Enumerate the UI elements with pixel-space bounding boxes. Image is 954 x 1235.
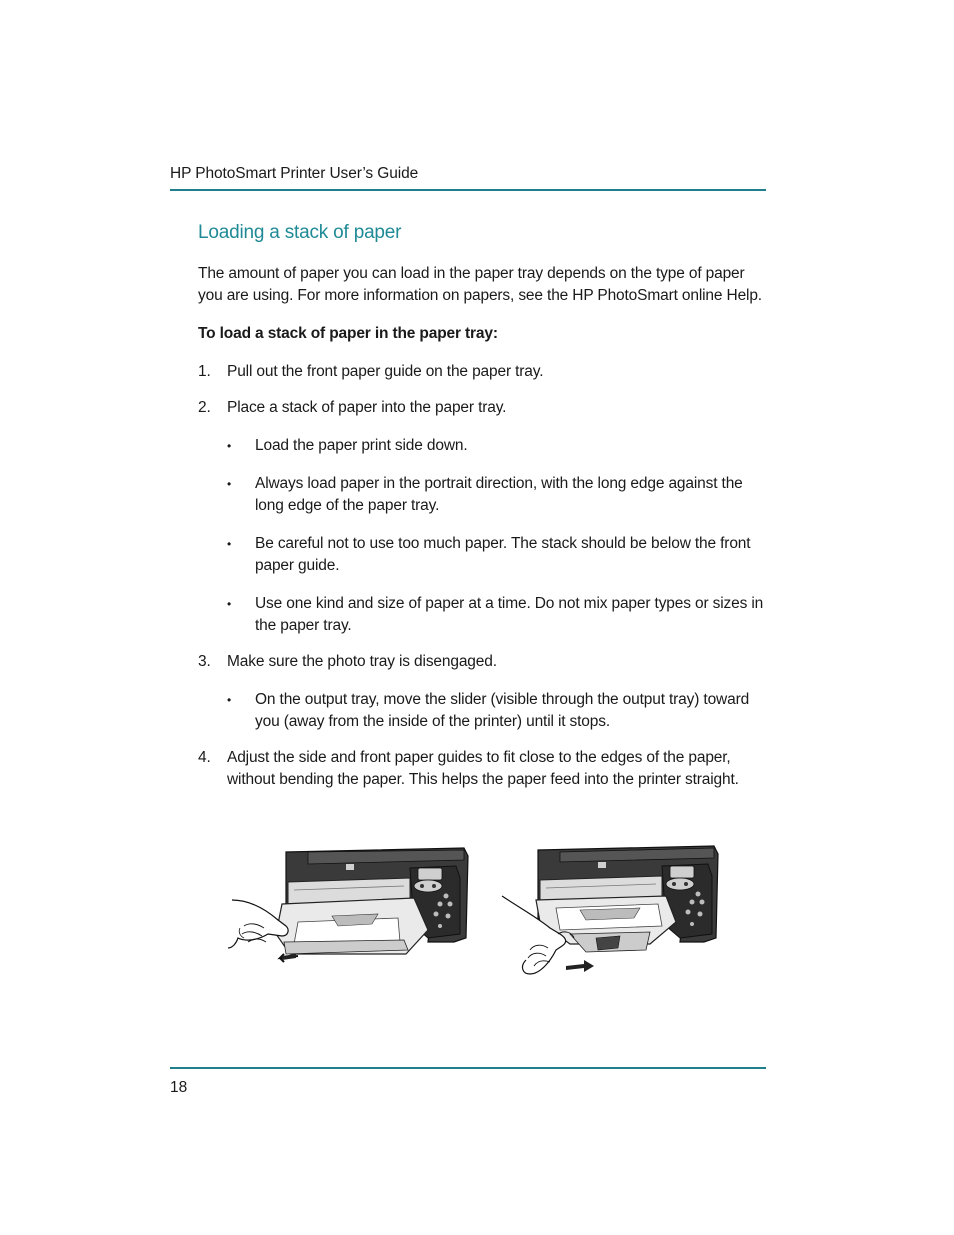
intro-paragraph: The amount of paper you can load in the paper tray depends on the type of paper you are using. For more information on papers, see the HP PhotoSmart online Help. <box>198 265 762 304</box>
footer-rule <box>170 1067 766 1069</box>
bullet-text: Use one kind and size of paper at a time. Do not mix paper types or sizes in the paper tray. <box>255 595 764 634</box>
printer-illustration-adjust-guides <box>500 838 745 983</box>
bullet-text: Always load paper in the portrait direction, with the long edge against the long edge of the paper tray. <box>255 475 743 514</box>
bullet-icon: • <box>227 693 232 707</box>
page-number: 18 <box>170 1079 188 1096</box>
bullet-icon: • <box>227 477 232 491</box>
step-number: 4. <box>198 749 211 766</box>
list-item <box>198 473 768 517</box>
step-1 <box>198 361 768 383</box>
section-title: Loading a stack of paper <box>198 222 402 243</box>
bullet-icon: • <box>227 537 232 551</box>
header-rule <box>170 189 766 191</box>
list-item <box>198 593 768 637</box>
printer-illustration-pull-guide <box>228 838 473 983</box>
procedure-heading: To load a stack of paper in the paper tray: <box>198 325 498 342</box>
step-number: 1. <box>198 363 211 380</box>
bullet-icon: • <box>227 597 232 611</box>
running-header: HP PhotoSmart Printer User’s Guide <box>170 165 419 182</box>
printer-illustration <box>276 848 468 962</box>
printer-illustration <box>536 846 718 972</box>
step-text: Adjust the side and front paper guides to fit close to the edges of the paper, without bending the paper. This helps the paper feed into the printer straight. <box>227 749 739 788</box>
step-number: 2. <box>198 399 211 416</box>
list-item <box>198 533 768 577</box>
list-item <box>198 689 768 733</box>
step-text: Make sure the photo tray is disengaged. <box>227 653 497 670</box>
hand-illustration <box>228 900 288 948</box>
step-text: Place a stack of paper into the paper tray. <box>227 399 507 416</box>
section-body <box>198 263 768 805</box>
step-number: 3. <box>198 653 211 670</box>
bullet-text: Load the paper print side down. <box>255 437 468 454</box>
list-item <box>198 435 768 457</box>
step-text: Pull out the front paper guide on the paper tray. <box>227 363 544 380</box>
step-2 <box>198 397 768 419</box>
step-4 <box>198 747 768 791</box>
bullet-icon: • <box>227 439 232 453</box>
bullet-text: Be careful not to use too much paper. The stack should be below the front paper guide. <box>255 535 751 574</box>
bullet-text: On the output tray, move the slider (visible through the output tray) toward you (away from the inside of the printer) until it stops. <box>255 691 750 730</box>
step-3 <box>198 651 768 673</box>
illustrations <box>228 838 728 983</box>
